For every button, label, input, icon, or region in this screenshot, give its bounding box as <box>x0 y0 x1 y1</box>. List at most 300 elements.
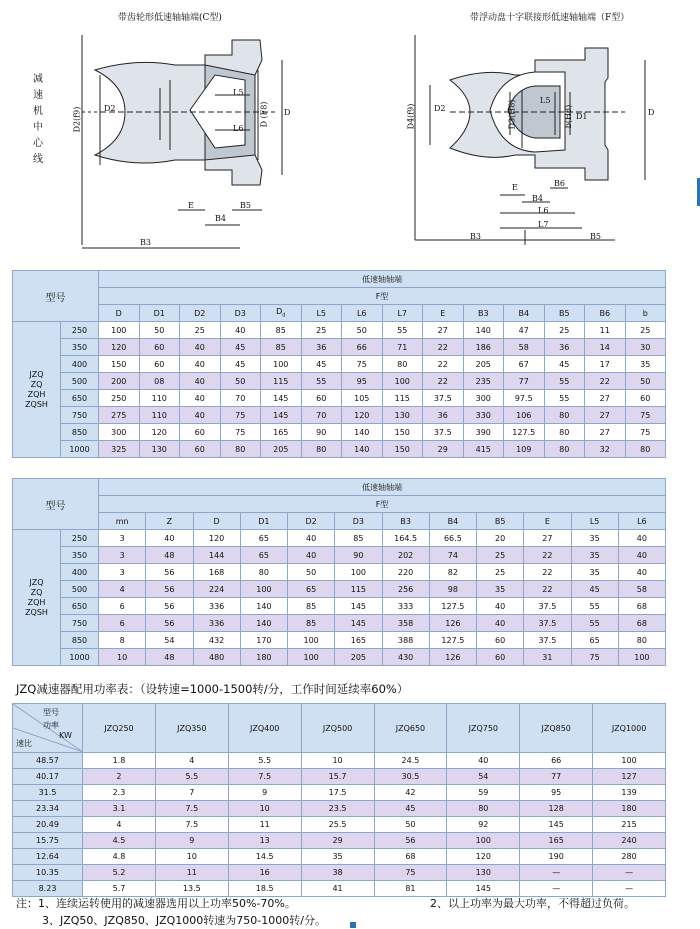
model-col-header: JZQ750 <box>447 704 520 753</box>
power-cell: 54 <box>447 769 520 785</box>
ratio-cell: 20.49 <box>13 817 83 833</box>
value-cell: 22 <box>423 373 464 390</box>
value-cell: 50 <box>625 373 666 390</box>
col-header: D1 <box>139 305 180 322</box>
power-cell: 30.5 <box>374 769 447 785</box>
label-bh8: b(H8) <box>564 104 574 129</box>
size-cell: 350 <box>61 547 99 564</box>
table-row <box>13 865 666 881</box>
value-cell: 205 <box>463 356 504 373</box>
label-b4-f: B4 <box>532 194 543 203</box>
size-cell: 250 <box>61 530 99 547</box>
dimension-table-f-type <box>12 270 666 458</box>
model-series-name: JZQ <box>29 369 44 379</box>
corner-power-label: 功率 <box>43 721 59 730</box>
value-cell: 45 <box>544 356 585 373</box>
note-2: 2、以上功率为最大功率，不得超过负荷。 <box>430 897 635 910</box>
power-cell: 18.5 <box>228 881 301 897</box>
value-cell: 40 <box>477 615 524 632</box>
value-cell: 27 <box>585 390 626 407</box>
value-cell: 105 <box>342 390 383 407</box>
corner-kw-label: KW <box>59 731 72 740</box>
value-cell: 25 <box>544 322 585 339</box>
value-cell: 150 <box>382 424 423 441</box>
value-cell: 40 <box>180 390 221 407</box>
size-cell: 400 <box>61 564 99 581</box>
col-header: D3 <box>220 305 261 322</box>
diagram-f <box>350 0 700 262</box>
ratio-cell: 40.17 <box>13 769 83 785</box>
model-col-header: JZQ650 <box>374 704 447 753</box>
col-header: B3 <box>382 513 429 530</box>
value-cell: 415 <box>463 441 504 458</box>
col-header: b <box>625 305 666 322</box>
value-cell: 22 <box>423 339 464 356</box>
power-cell: — <box>593 881 666 897</box>
power-cell: 128 <box>520 801 593 817</box>
power-cell: 145 <box>447 881 520 897</box>
col-header: B5 <box>477 513 524 530</box>
value-cell: 60 <box>477 632 524 649</box>
col-header: D3 <box>335 513 382 530</box>
size-cell: 650 <box>61 598 99 615</box>
value-cell: 60 <box>180 441 221 458</box>
col-header: E <box>524 513 571 530</box>
value-cell: 60 <box>301 390 342 407</box>
table-row <box>13 356 666 373</box>
diagram-f-title: 带浮动盘十字联接形低速轴轴端（F型） <box>470 13 630 23</box>
value-cell: 68 <box>618 598 665 615</box>
power-cell: 4.8 <box>83 849 156 865</box>
value-cell: 60 <box>139 339 180 356</box>
value-cell: 85 <box>261 322 302 339</box>
value-cell: 168 <box>193 564 240 581</box>
power-cell: 13.5 <box>155 881 228 897</box>
table-row <box>13 833 666 849</box>
value-cell: 55 <box>301 373 342 390</box>
value-cell: 40 <box>180 373 221 390</box>
value-cell: 27 <box>423 322 464 339</box>
dimension-table-gear-type <box>12 478 666 666</box>
value-cell: 55 <box>544 390 585 407</box>
ratio-cell: 23.34 <box>13 801 83 817</box>
value-cell: 25 <box>180 322 221 339</box>
value-cell: 22 <box>524 581 571 598</box>
value-cell: 20 <box>477 530 524 547</box>
value-cell: 36 <box>301 339 342 356</box>
size-cell: 500 <box>61 581 99 598</box>
value-cell: 56 <box>146 581 193 598</box>
value-cell: 56 <box>146 564 193 581</box>
value-cell: 17 <box>585 356 626 373</box>
power-cell: 13 <box>228 833 301 849</box>
value-cell: 205 <box>335 649 382 666</box>
power-cell: 29 <box>301 833 374 849</box>
col-header: B4 <box>429 513 476 530</box>
size-cell: 850 <box>61 424 99 441</box>
size-cell: 850 <box>61 632 99 649</box>
value-cell: 50 <box>288 564 335 581</box>
table-row <box>13 581 666 598</box>
model-series-cell <box>13 530 61 666</box>
value-cell: 127.5 <box>504 424 545 441</box>
value-cell: 100 <box>261 356 302 373</box>
value-cell: 430 <box>382 649 429 666</box>
value-cell: 115 <box>382 390 423 407</box>
value-cell: 66.5 <box>429 530 476 547</box>
value-cell: 37.5 <box>524 632 571 649</box>
value-cell: 100 <box>99 322 140 339</box>
power-cell: 145 <box>520 817 593 833</box>
power-cell: 40 <box>447 753 520 769</box>
model-series-cell <box>13 322 61 458</box>
label-l7-f: L7 <box>538 220 549 229</box>
value-cell: 106 <box>504 407 545 424</box>
value-cell: 35 <box>625 356 666 373</box>
value-cell: 75 <box>342 356 383 373</box>
power-cell: 165 <box>520 833 593 849</box>
value-cell: 40 <box>180 407 221 424</box>
value-cell: 80 <box>544 407 585 424</box>
col-header: D2 <box>288 513 335 530</box>
value-cell: 25 <box>625 322 666 339</box>
table-row <box>13 615 666 632</box>
value-cell: 80 <box>240 564 287 581</box>
value-cell: 25 <box>301 322 342 339</box>
value-cell: 85 <box>335 530 382 547</box>
value-cell: 150 <box>382 441 423 458</box>
table-row <box>13 849 666 865</box>
value-cell: 140 <box>240 598 287 615</box>
value-cell: 67 <box>504 356 545 373</box>
value-cell: 80 <box>544 441 585 458</box>
value-cell: 130 <box>139 441 180 458</box>
type-header: F型 <box>99 496 666 513</box>
table-row <box>13 441 666 458</box>
table2-column-headers <box>13 513 666 530</box>
value-cell: 120 <box>139 424 180 441</box>
value-cell: 165 <box>261 424 302 441</box>
power-cell: 42 <box>374 785 447 801</box>
col-header: B6 <box>585 305 626 322</box>
value-cell: 120 <box>342 407 383 424</box>
value-cell: 55 <box>571 615 618 632</box>
value-cell: 40 <box>146 530 193 547</box>
value-cell: 70 <box>220 390 261 407</box>
label-b6-f: B6 <box>554 179 565 188</box>
value-cell: 235 <box>463 373 504 390</box>
value-cell: 336 <box>193 615 240 632</box>
col-header: L7 <box>382 305 423 322</box>
power-cell: 10 <box>301 753 374 769</box>
value-cell: 58 <box>618 581 665 598</box>
power-cell: 10 <box>155 849 228 865</box>
col-header: D <box>99 305 140 322</box>
label-e-f: E <box>512 183 518 192</box>
power-cell: 180 <box>593 801 666 817</box>
value-cell: 120 <box>193 530 240 547</box>
model-header: 型号 <box>13 271 99 322</box>
model-col-header: JZQ1000 <box>593 704 666 753</box>
diagram-c-drawing <box>0 0 340 262</box>
value-cell: 325 <box>99 441 140 458</box>
group-header: 低速轴轴端 <box>99 479 666 496</box>
col-header: E <box>423 305 464 322</box>
model-col-header: JZQ500 <box>301 704 374 753</box>
power-cell: 80 <box>447 801 520 817</box>
value-cell: 75 <box>625 407 666 424</box>
power-cell: 120 <box>447 849 520 865</box>
value-cell: 90 <box>301 424 342 441</box>
value-cell: 68 <box>618 615 665 632</box>
value-cell: 75 <box>571 649 618 666</box>
label-l5: L5 <box>233 88 244 97</box>
value-cell: 6 <box>99 598 146 615</box>
value-cell: 205 <box>261 441 302 458</box>
value-cell: 60 <box>139 356 180 373</box>
power-table-corner-header <box>13 704 83 753</box>
value-cell: 3 <box>99 564 146 581</box>
ratio-cell: 10.35 <box>13 865 83 881</box>
power-cell: 14.5 <box>228 849 301 865</box>
size-cell: 1000 <box>61 649 99 666</box>
power-table <box>12 703 666 897</box>
value-cell: 336 <box>193 598 240 615</box>
power-cell: 23.5 <box>301 801 374 817</box>
value-cell: 77 <box>504 373 545 390</box>
value-cell: 45 <box>220 356 261 373</box>
label-d2: D2 <box>104 104 116 113</box>
power-cell: 95 <box>520 785 593 801</box>
value-cell: 27 <box>585 424 626 441</box>
label-d-f: D <box>648 108 655 117</box>
value-cell: 80 <box>625 441 666 458</box>
power-cell: 127 <box>593 769 666 785</box>
value-cell: 40 <box>220 322 261 339</box>
power-cell: 10 <box>228 801 301 817</box>
value-cell: 56 <box>146 598 193 615</box>
power-cell: 130 <box>447 865 520 881</box>
value-cell: 45 <box>220 339 261 356</box>
value-cell: 65 <box>240 530 287 547</box>
value-cell: 55 <box>571 598 618 615</box>
col-header: L5 <box>571 513 618 530</box>
table-row <box>13 753 666 769</box>
power-cell: 24.5 <box>374 753 447 769</box>
value-cell: 40 <box>288 547 335 564</box>
label-l6: L6 <box>233 124 244 133</box>
value-cell: 75 <box>220 424 261 441</box>
ratio-cell: 12.64 <box>13 849 83 865</box>
value-cell: 35 <box>571 564 618 581</box>
power-cell: 7.5 <box>155 817 228 833</box>
value-cell: 22 <box>585 373 626 390</box>
value-cell: 480 <box>193 649 240 666</box>
value-cell: 50 <box>220 373 261 390</box>
value-cell: 202 <box>382 547 429 564</box>
value-cell: 60 <box>477 649 524 666</box>
value-cell: 100 <box>382 373 423 390</box>
value-cell: 70 <box>301 407 342 424</box>
value-cell: 390 <box>463 424 504 441</box>
value-cell: 71 <box>382 339 423 356</box>
power-cell: 190 <box>520 849 593 865</box>
value-cell: 36 <box>544 339 585 356</box>
value-cell: 27 <box>524 530 571 547</box>
value-cell: 126 <box>429 649 476 666</box>
power-table-body <box>13 753 666 897</box>
table1-body <box>13 322 666 458</box>
value-cell: 37.5 <box>524 598 571 615</box>
ratio-cell: 48.57 <box>13 753 83 769</box>
table-row <box>13 373 666 390</box>
value-cell: 65 <box>288 581 335 598</box>
corner-ratio-label: 速比 <box>16 739 32 748</box>
value-cell: 30 <box>625 339 666 356</box>
power-cell: 1.8 <box>83 753 156 769</box>
value-cell: 85 <box>288 598 335 615</box>
value-cell: 120 <box>99 339 140 356</box>
value-cell: 37.5 <box>423 390 464 407</box>
value-cell: 110 <box>139 407 180 424</box>
table-row <box>13 769 666 785</box>
power-cell: 100 <box>593 753 666 769</box>
value-cell: 54 <box>146 632 193 649</box>
table-row <box>13 547 666 564</box>
value-cell: 6 <box>99 615 146 632</box>
value-cell: 3 <box>99 547 146 564</box>
value-cell: 200 <box>99 373 140 390</box>
value-cell: 100 <box>618 649 665 666</box>
table-row <box>13 339 666 356</box>
value-cell: 115 <box>261 373 302 390</box>
label-b3: B3 <box>140 238 151 247</box>
value-cell: 95 <box>342 373 383 390</box>
value-cell: 45 <box>301 356 342 373</box>
value-cell: 65 <box>571 632 618 649</box>
diagram-c-title: 带齿轮形低速轴轴端(C型) <box>118 13 222 23</box>
value-cell: 100 <box>288 632 335 649</box>
footer-marker <box>350 922 356 928</box>
power-cell: 38 <box>301 865 374 881</box>
value-cell: 98 <box>429 581 476 598</box>
value-cell: 358 <box>382 615 429 632</box>
power-cell: 100 <box>447 833 520 849</box>
power-cell: 3.1 <box>83 801 156 817</box>
value-cell: 56 <box>146 615 193 632</box>
value-cell: 170 <box>240 632 287 649</box>
type-header: F型 <box>99 288 666 305</box>
power-cell: 2 <box>83 769 156 785</box>
corner-model-label: 型号 <box>43 708 59 717</box>
size-cell: 750 <box>61 407 99 424</box>
power-cell: 240 <box>593 833 666 849</box>
value-cell: 80 <box>544 424 585 441</box>
power-cell: 77 <box>520 769 593 785</box>
power-cell: 45 <box>374 801 447 817</box>
note-1: 注：1、连续运转使用的减速器选用以上功率50%-70%。 <box>16 897 296 910</box>
value-cell: 80 <box>301 441 342 458</box>
label-d: D <box>284 108 291 117</box>
value-cell: 40 <box>618 530 665 547</box>
size-cell: 250 <box>61 322 99 339</box>
power-cell: 4 <box>83 817 156 833</box>
label-b5: B5 <box>240 201 251 210</box>
label-df8: D (F8) <box>259 101 269 128</box>
label-d2f9: D2(f9) <box>72 106 82 133</box>
value-cell: 90 <box>335 547 382 564</box>
col-header: D2 <box>180 305 221 322</box>
value-cell: 164.5 <box>382 530 429 547</box>
col-header: L6 <box>342 305 383 322</box>
table-row <box>13 598 666 615</box>
value-cell: 25 <box>477 564 524 581</box>
value-cell: 40 <box>477 598 524 615</box>
label-d3h8: D3(H8) <box>507 99 517 130</box>
value-cell: 8 <box>99 632 146 649</box>
group-header: 低速轴轴端 <box>99 271 666 288</box>
value-cell: 300 <box>99 424 140 441</box>
reducer-centerline-label: 减 速 机 中 心 线 <box>33 74 43 165</box>
value-cell: 110 <box>139 390 180 407</box>
size-cell: 1000 <box>61 441 99 458</box>
value-cell: 35 <box>477 581 524 598</box>
value-cell: 11 <box>585 322 626 339</box>
value-cell: 100 <box>240 581 287 598</box>
value-cell: 300 <box>463 390 504 407</box>
ratio-cell: 8.23 <box>13 881 83 897</box>
model-header: 型号 <box>13 479 99 530</box>
label-l6-f: L6 <box>538 206 549 215</box>
model-series-name: ZQH <box>27 389 46 399</box>
power-cell: — <box>520 865 593 881</box>
model-col-header: JZQ400 <box>228 704 301 753</box>
size-cell: 750 <box>61 615 99 632</box>
col-header: Z <box>146 513 193 530</box>
value-cell: 100 <box>288 649 335 666</box>
power-cell: 5.2 <box>83 865 156 881</box>
value-cell: 115 <box>335 581 382 598</box>
power-cell: 35 <box>301 849 374 865</box>
value-cell: 140 <box>463 322 504 339</box>
size-cell: 500 <box>61 373 99 390</box>
value-cell: 186 <box>463 339 504 356</box>
value-cell: 256 <box>382 581 429 598</box>
power-cell: 66 <box>520 753 593 769</box>
label-d4f9: D4(f9) <box>406 103 416 130</box>
value-cell: 22 <box>524 564 571 581</box>
value-cell: 40 <box>618 564 665 581</box>
table-row <box>13 801 666 817</box>
col-header: D <box>193 513 240 530</box>
value-cell: 130 <box>382 407 423 424</box>
power-cell: 56 <box>374 833 447 849</box>
power-cell: 5.5 <box>155 769 228 785</box>
col-header-d4: $D_d$ <box>261 305 302 322</box>
value-cell: 140 <box>240 615 287 632</box>
value-cell: 66 <box>342 339 383 356</box>
note-3: 3、JZQ50、JZQ850、JZQ1000转速为750-1000转/分。 <box>42 914 326 927</box>
value-cell: 35 <box>571 530 618 547</box>
value-cell: 145 <box>261 407 302 424</box>
value-cell: 40 <box>288 530 335 547</box>
power-cell: 7 <box>155 785 228 801</box>
value-cell: 180 <box>240 649 287 666</box>
value-cell: 140 <box>342 424 383 441</box>
model-series-name: ZQSH <box>25 607 48 617</box>
value-cell: 50 <box>139 322 180 339</box>
value-cell: 74 <box>429 547 476 564</box>
